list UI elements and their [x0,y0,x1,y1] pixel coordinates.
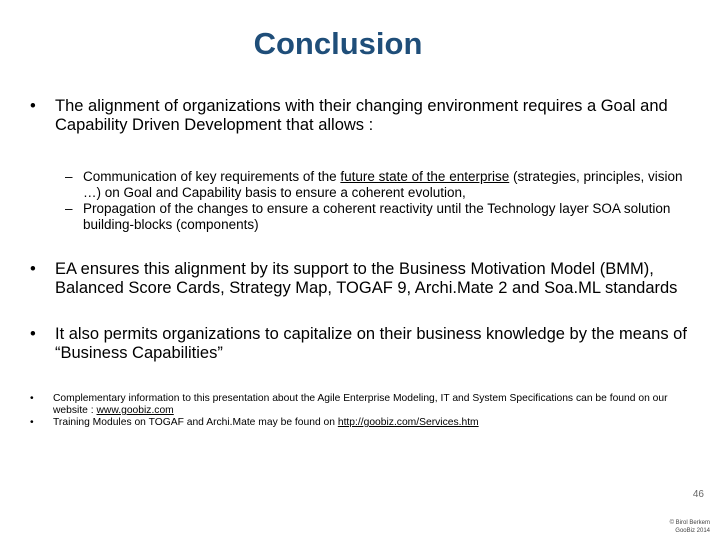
bullet-item [30,97,690,135]
sub-bullet-item [65,201,690,233]
bullet-list [30,97,690,429]
bullet-marker: • [30,393,34,404]
bullet-marker: • [30,97,36,115]
sub-bullet-text: Communication of key requirements of the future state of the enterprise (strategies, principles, vision …) on Goal and Capability basis to ensure a coherent evolution, [83,169,683,200]
services-link[interactable]: http://goobiz.com/Services.htm [337,417,479,428]
footnote-list [30,393,690,429]
footnote-item: • Training Modules on TOGAF and Archi.Mate may be found on http://goobiz.com/Services.htm [30,417,479,428]
bullet-item [30,325,690,363]
bullet-text: It also permits organizations to capitalize on their business knowledge by the means of “Business Capabilities” [55,325,687,362]
bullet-text: EA ensures this alignment by its support to the Business Motivation Model (BMM), Balanced Score Cards, Strategy Map, TOGAF 9, Archi.Mate 2 and Soa.ML standards [55,260,678,297]
dash-marker: – [65,201,73,216]
bullet-marker: • [30,417,34,428]
bullet-marker: • [30,325,36,343]
website-link[interactable]: www.goobiz.com [96,405,174,416]
underlined-phrase: future state of the enterprise [340,169,510,184]
sub-bullet-list [65,169,690,233]
sub-bullet-item [65,169,690,201]
sub-bullet-text: Propagation of the changes to ensure a coherent reactivity until the Technology layer SOA solution building-blocks (components) [83,201,671,232]
dash-marker: – [65,169,73,184]
slide-title: Conclusion [253,26,423,61]
bullet-item [30,260,690,298]
bullet-text: The alignment of organizations with their changing environment requires a Goal and Capability Driven Development that allows : [55,97,668,134]
footnote-item: • Complementary information to this presentation about the Agile Enterprise Modeling, IT and System Specifications can be found on our website : www.goobiz.com [30,393,668,416]
copyright: © Birol Berkem GooBiz 2014 [669,520,710,534]
page-number: 46 [692,489,704,500]
bullet-marker: • [30,260,36,278]
